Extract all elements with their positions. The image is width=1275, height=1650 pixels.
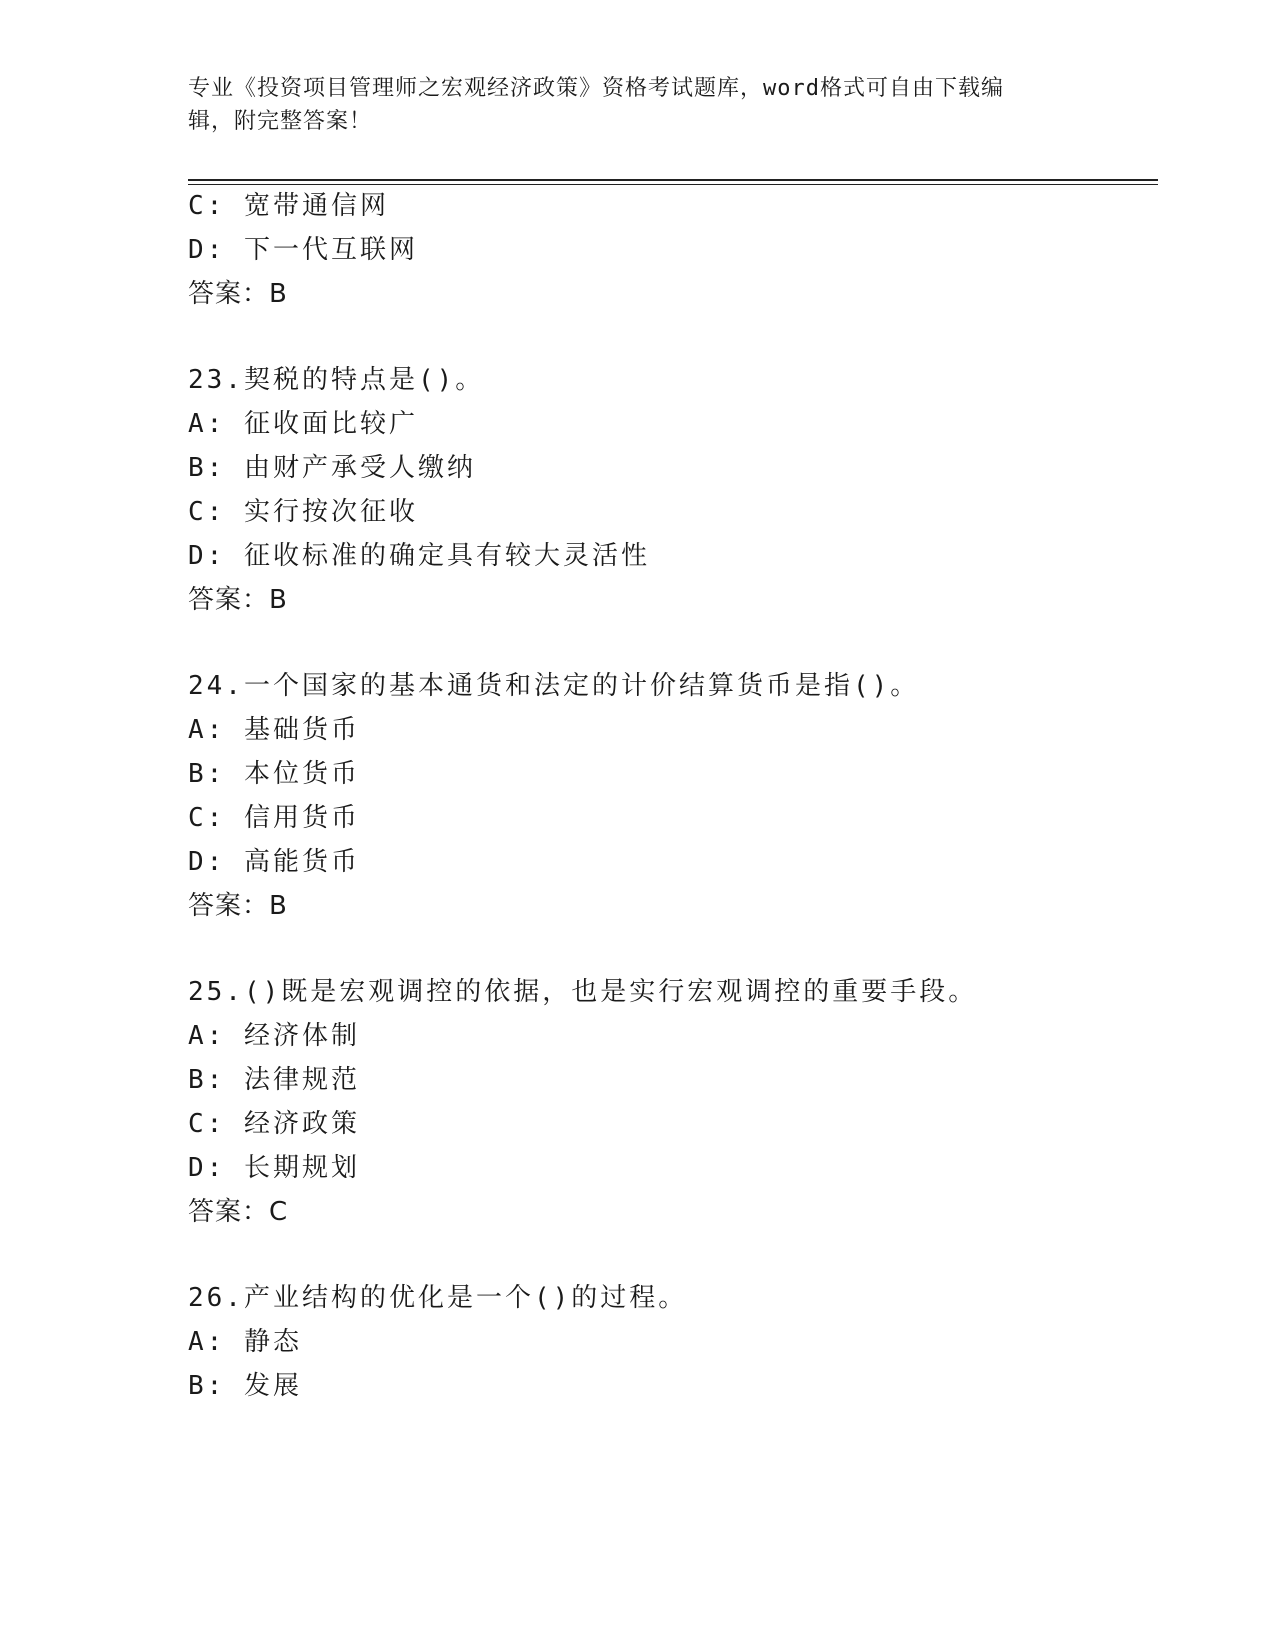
q24-option-c: C: 信用货币 [188, 803, 360, 833]
q23-option-c: C: 实行按次征收 [188, 497, 418, 527]
q26-option-b: B: 发展 [188, 1371, 302, 1401]
q23-option-d: D: 征收标准的确定具有较大灵活性 [188, 541, 650, 571]
q24-option-a: A: 基础货币 [188, 715, 360, 745]
q23-option-a: A: 征收面比较广 [188, 409, 418, 439]
prev-answer: 答案：B [188, 279, 288, 309]
question-24: 24.一个国家的基本通货和法定的计价结算货币是指()。 [188, 671, 920, 701]
question-25: 25.()既是宏观调控的依据，也是实行宏观调控的重要手段。 [188, 977, 978, 1007]
q24-answer: 答案：B [188, 891, 288, 921]
q25-option-d: D: 长期规划 [188, 1153, 360, 1183]
q25-option-a: A: 经济体制 [188, 1021, 360, 1051]
q25-option-b: B: 法律规范 [188, 1065, 360, 1095]
q24-option-b: B: 本位货币 [188, 759, 360, 789]
q25-answer: 答案：C [188, 1197, 289, 1227]
q24-option-d: D: 高能货币 [188, 847, 360, 877]
question-23: 23.契税的特点是()。 [188, 365, 485, 395]
header-line-1: 专业《投资项目管理师之宏观经济政策》资格考试题库，word格式可自由下载编 [188, 76, 1004, 101]
q25-option-c: C: 经济政策 [188, 1109, 360, 1139]
q23-answer: 答案：B [188, 585, 288, 615]
q23-option-b: B: 由财产承受人缴纳 [188, 453, 476, 483]
q26-option-a: A: 静态 [188, 1327, 302, 1357]
document-header [188, 72, 1088, 138]
header-rule-thick [188, 179, 1158, 181]
prev-option-d: D: 下一代互联网 [188, 235, 418, 265]
header-line-2: 辑，附完整答案！ [188, 109, 373, 134]
header-rule-thin [188, 184, 1158, 185]
prev-option-c: C: 宽带通信网 [188, 191, 389, 221]
question-26: 26.产业结构的优化是一个()的过程。 [188, 1283, 688, 1313]
